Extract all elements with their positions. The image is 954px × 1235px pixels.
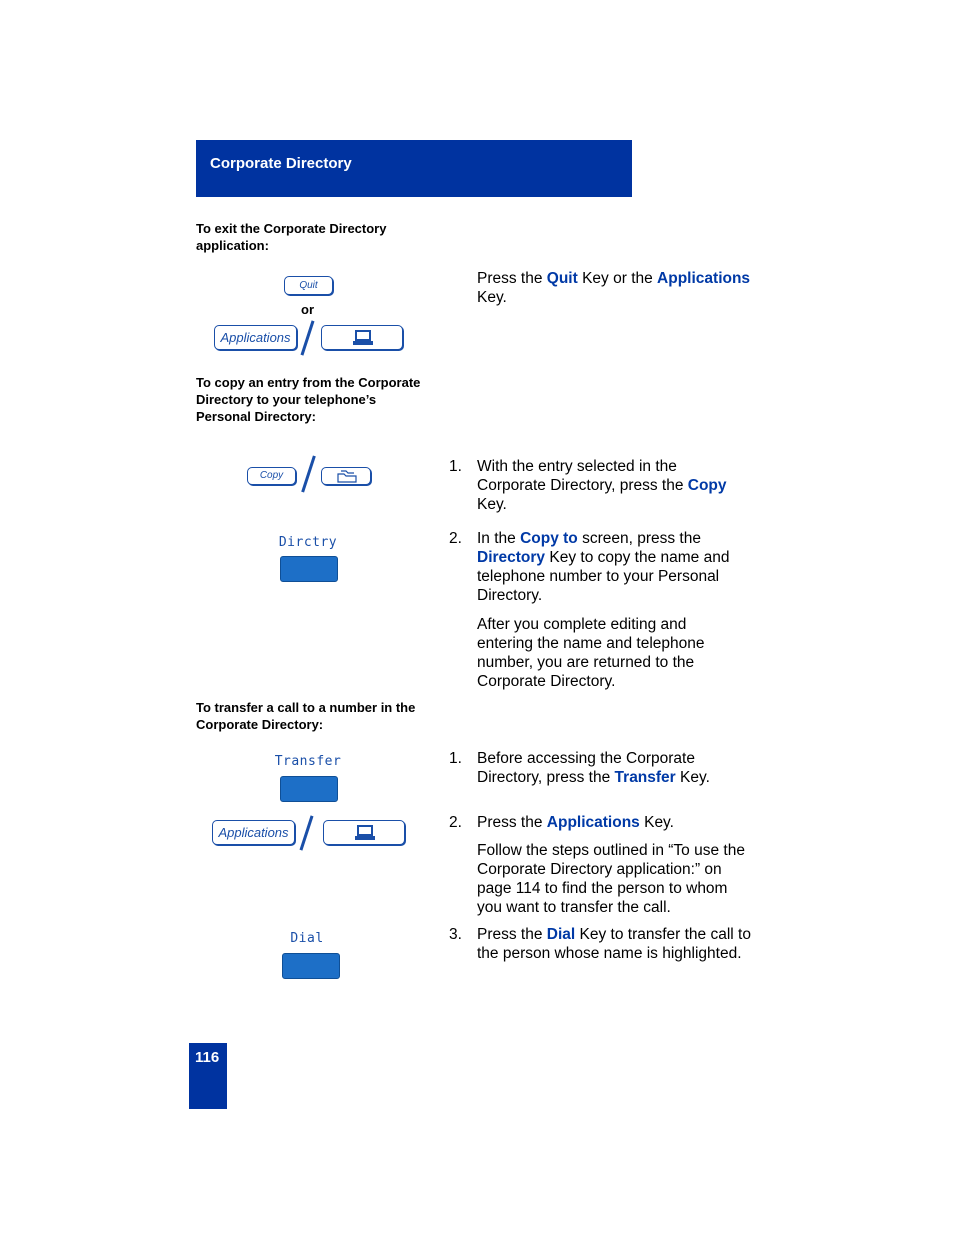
copy-step2-text: Key to copy the name and <box>545 549 730 566</box>
copy-title-line: Directory to your telephone’s <box>196 392 377 407</box>
applications-keyword: Applications <box>546 814 640 831</box>
applications-softkey[interactable] <box>212 820 295 845</box>
copy-step2-text: Directory. <box>477 587 543 604</box>
slash-divider-icon <box>300 815 314 850</box>
applications-softkey-label: Applications <box>220 330 291 345</box>
transfer-step2-number: 2. <box>449 814 462 831</box>
copy-title-line: Personal Directory: <box>196 409 316 424</box>
dirctry-lcd-key[interactable] <box>280 556 338 582</box>
exit-step-text: Key. <box>477 289 507 306</box>
dial-lcd-label: Dial <box>290 931 324 946</box>
transfer-note-line: Follow the steps outlined in “To use the <box>477 842 745 859</box>
copy-note <box>477 615 767 691</box>
dial-keyword: Dial <box>546 926 576 943</box>
transfer-step3-text: Key to transfer the call to <box>575 926 751 943</box>
applications-softkey[interactable] <box>214 325 297 350</box>
transfer-step3-number: 3. <box>449 926 462 943</box>
directory-keyword: Directory <box>477 549 546 566</box>
transfer-step3-text: Press the <box>477 926 547 943</box>
copy-note-line: Corporate Directory. <box>477 673 616 690</box>
header-bar <box>196 140 632 197</box>
quit-keyword: Quit <box>546 270 578 287</box>
copy-step2-text: In the <box>477 530 521 547</box>
slash-divider-icon <box>301 455 316 492</box>
exit-title-line: application: <box>196 238 269 253</box>
dirctry-lcd-label: Dirctry <box>278 535 338 550</box>
copy-note-line: entering the name and telephone <box>477 635 705 652</box>
transfer-step1-number: 1. <box>449 750 462 767</box>
copy-section-title <box>196 374 436 425</box>
transfer-step1 <box>477 749 767 787</box>
copy-step1-text: Key. <box>477 496 507 513</box>
copy-softkey-label: Copy <box>259 470 284 481</box>
copy-softkey[interactable] <box>247 467 296 485</box>
transfer-note <box>477 841 767 917</box>
transfer-lcd-key[interactable] <box>280 776 338 802</box>
copy-to-folder-key[interactable] <box>321 467 371 485</box>
slash-divider-icon <box>301 320 315 355</box>
transfer-title-line: To transfer a call to a number in the <box>196 700 416 715</box>
page-number-tab <box>189 1043 227 1109</box>
transfer-step3-text: the person whose name is highlighted. <box>477 945 742 962</box>
copy-note-line: number, you are returned to the <box>477 654 695 671</box>
quit-softkey[interactable] <box>284 276 333 295</box>
copy-keyword: Copy <box>687 477 727 494</box>
transfer-step2-text: Press the <box>477 814 547 831</box>
exit-step-text: Key or the <box>577 270 658 287</box>
copy-step1-number: 1. <box>449 458 462 475</box>
copy-step1 <box>477 457 767 514</box>
copy-to-keyword: Copy to <box>520 530 578 547</box>
transfer-note-line: you want to transfer the call. <box>477 899 671 916</box>
page-number: 116 <box>195 1049 220 1066</box>
transfer-step2 <box>477 813 767 832</box>
or-text: or <box>301 302 314 317</box>
applications-keyword: Applications <box>657 270 751 287</box>
copy-step2-text: telephone number to your Personal <box>477 568 720 585</box>
copy-title-line: To copy an entry from the Corporate <box>196 375 421 390</box>
copy-step1-text: Corporate Directory, press the <box>477 477 688 494</box>
copy-step2 <box>477 529 767 605</box>
applications-hardkey[interactable] <box>321 325 403 350</box>
transfer-title-line: Corporate Directory: <box>196 717 324 732</box>
transfer-step3 <box>477 925 777 963</box>
copy-step1-text: With the entry selected in the <box>477 458 677 475</box>
transfer-keyword: Transfer <box>614 769 676 786</box>
transfer-step1-text: Directory, press the <box>477 769 615 786</box>
transfer-step1-text: Key. <box>675 769 710 786</box>
exit-section-title <box>196 220 426 254</box>
computer-icon <box>354 825 376 841</box>
transfer-note-line: page 114 to find the person to whom <box>477 880 728 897</box>
page-header-title: Corporate Directory <box>210 155 352 172</box>
applications-softkey-label: Applications <box>218 825 289 840</box>
exit-step-text: Press the <box>477 270 547 287</box>
copy-note-line: After you complete editing and <box>477 616 687 633</box>
dial-lcd-key[interactable] <box>282 953 340 979</box>
copy-folder-icon <box>336 469 358 483</box>
transfer-section-title <box>196 699 436 733</box>
quit-softkey-label: Quit <box>299 280 318 291</box>
transfer-step2-text: Key. <box>639 814 674 831</box>
transfer-step1-text: Before accessing the Corporate <box>477 750 695 767</box>
computer-icon <box>352 330 374 346</box>
applications-hardkey[interactable] <box>323 820 405 845</box>
copy-step2-number: 2. <box>449 530 462 547</box>
copy-step2-text: screen, press the <box>577 530 701 547</box>
transfer-note-line: Corporate Directory application:” on <box>477 861 722 878</box>
transfer-lcd-label: Transfer <box>274 754 342 769</box>
exit-step <box>477 269 767 307</box>
exit-title-line: To exit the Corporate Directory <box>196 221 387 236</box>
